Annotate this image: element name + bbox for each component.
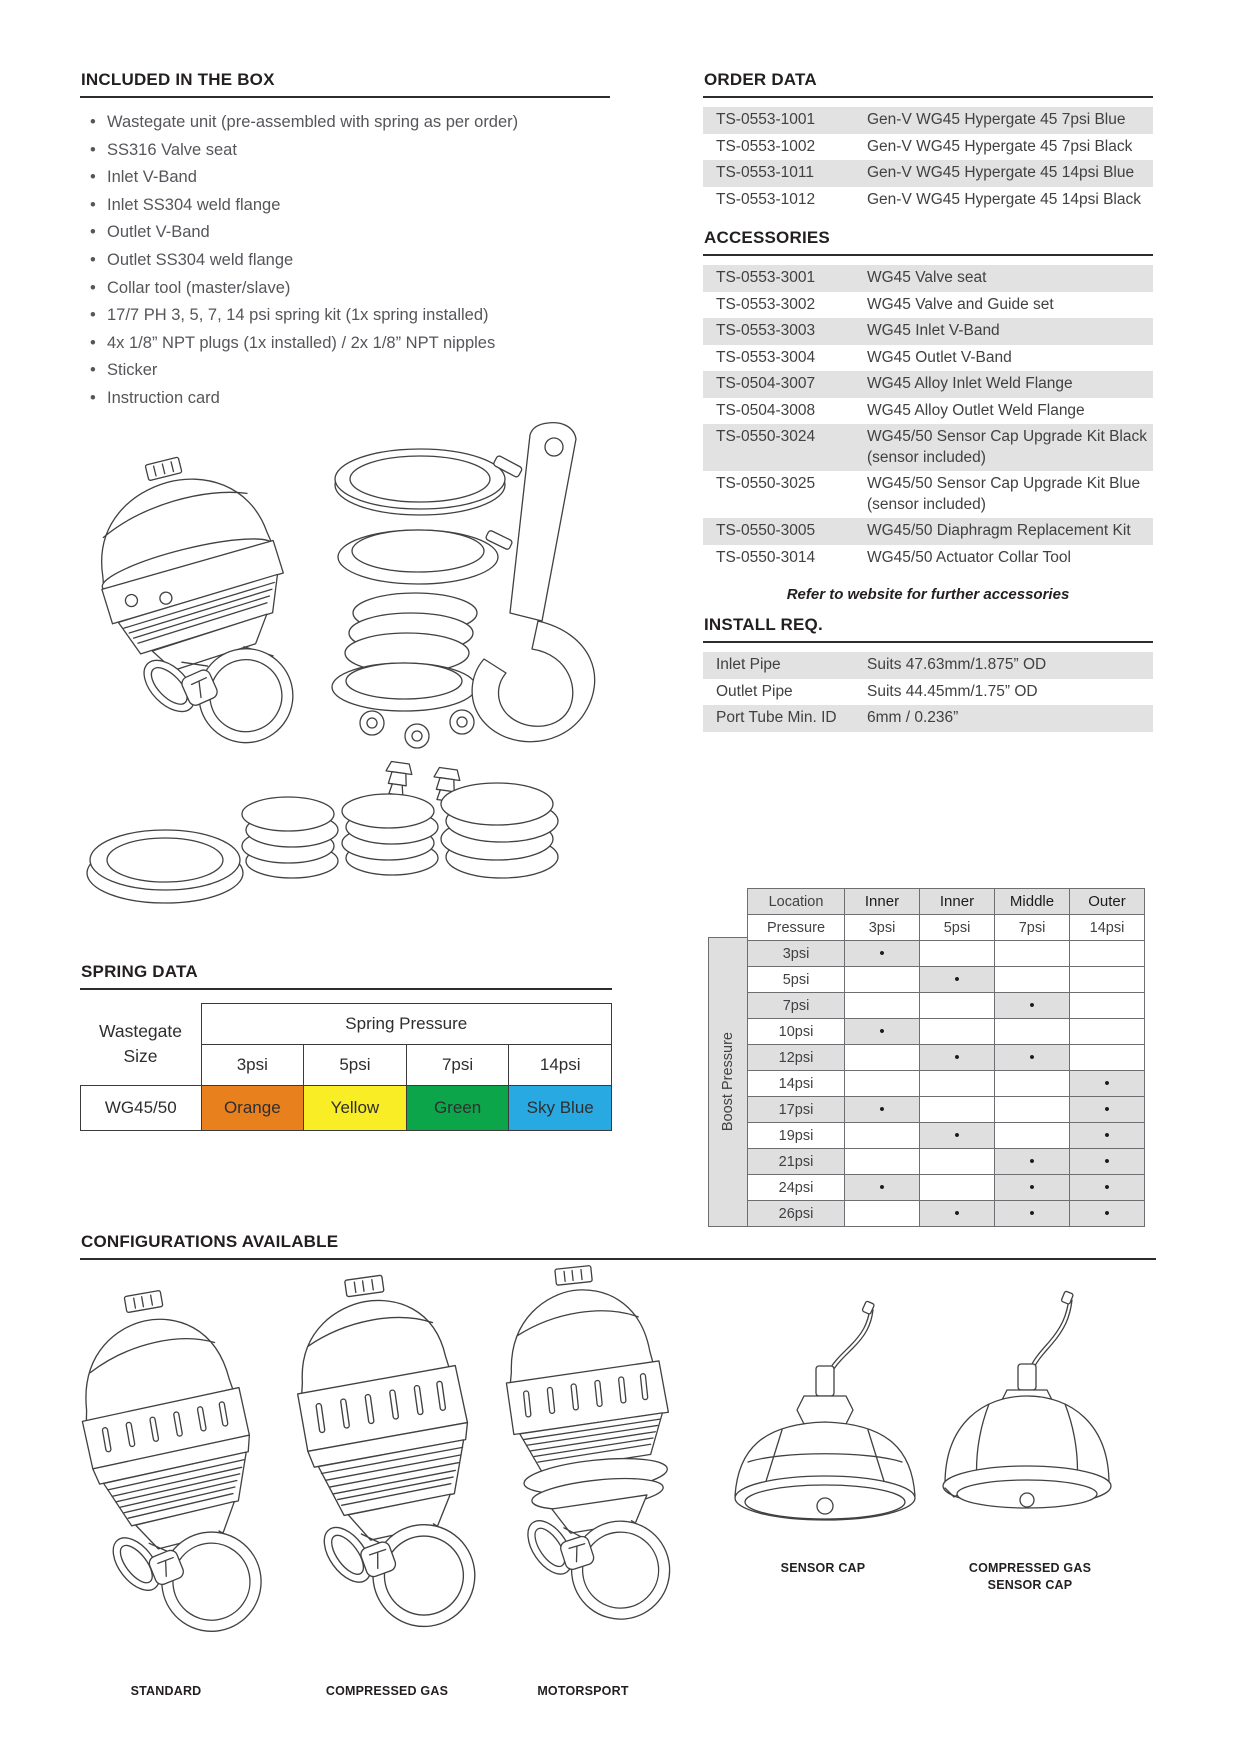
caption-standard: STANDARD <box>130 1684 202 1698</box>
list-item-text: Instruction card <box>107 388 220 407</box>
matrix-row: 26psi • • • <box>748 1201 1145 1227</box>
list-item-text: Inlet SS304 weld flange <box>107 195 281 214</box>
spring-color-cell-green: Green <box>406 1086 509 1131</box>
list-item-text: 4x 1/8” NPT plugs (1x installed) / 2x 1/8” NPT nipples <box>107 333 496 352</box>
list-item <box>80 109 610 137</box>
compressed-gas-sensor-cap-illustration <box>905 1288 1150 1553</box>
matrix-row: 21psi • • <box>748 1149 1145 1175</box>
list-item <box>80 137 610 165</box>
matrix-row: 5psi • <box>748 967 1145 993</box>
list-item-text: Inlet V-Band <box>107 168 197 187</box>
part-number: TS-0550-3005 <box>716 522 816 539</box>
part-number: TS-0550-3025 <box>716 475 816 492</box>
matrix-header-pressure: Pressure 3psi 5psi 7psi 14psi <box>748 915 1145 941</box>
table-row <box>703 424 1153 471</box>
part-description: WG45/50 Sensor Cap Upgrade Kit Black (sensor included) <box>867 428 1147 466</box>
install-req-title: INSTALL REQ. <box>703 615 1153 643</box>
part-number: TS-0504-3007 <box>716 375 816 392</box>
spec-value: Suits 47.63mm/1.875” OD <box>867 656 1047 673</box>
spring-data-table <box>80 1003 612 1131</box>
matrix-row: 19psi • • <box>748 1123 1145 1149</box>
order-data-table <box>703 107 1153 213</box>
part-description: WG45 Alloy Outlet Weld Flange <box>867 401 1085 419</box>
matrix-row: 17psi • • <box>748 1097 1145 1123</box>
psi-column-header: 14psi <box>509 1045 612 1086</box>
list-item-text: 17/7 PH 3, 5, 7, 14 psi spring kit (1x spring installed) <box>107 306 489 325</box>
exploded-parts-illustration <box>70 405 615 950</box>
table-row <box>703 345 1153 372</box>
spring-data-section <box>80 962 612 1131</box>
table-row <box>703 705 1153 732</box>
psi-column-header: 5psi <box>304 1045 407 1086</box>
list-item-text: Outlet SS304 weld flange <box>107 250 294 269</box>
part-number: TS-0504-3008 <box>716 401 816 419</box>
accessories-table <box>703 265 1153 571</box>
list-item <box>80 275 610 303</box>
table-row <box>703 318 1153 345</box>
configurations-section <box>80 1232 1156 1260</box>
list-item <box>80 192 610 220</box>
part-description: WG45/50 Sensor Cap Upgrade Kit Blue (sensor included) <box>867 475 1141 513</box>
part-description: WG45 Inlet V-Band <box>867 322 1000 339</box>
list-item <box>80 247 610 275</box>
wastegate-size-header: Wastegate Size <box>98 1021 182 1067</box>
spring-color-cell-orange: Orange <box>201 1086 304 1131</box>
list-item-text: SS316 Valve seat <box>107 140 237 159</box>
accessories-note: Refer to website for further accessories <box>786 586 1070 603</box>
list-item <box>80 164 610 192</box>
table-row <box>703 545 1153 572</box>
motorsport-wastegate-illustration <box>495 1258 690 1673</box>
part-number: TS-0553-3001 <box>716 269 816 286</box>
part-number: TS-0553-3004 <box>716 348 816 366</box>
table-row <box>703 518 1153 545</box>
psi-column-header: 7psi <box>406 1045 509 1086</box>
part-description: Gen-V WG45 Hypergate 45 14psi Blue <box>867 164 1135 181</box>
table-row <box>703 652 1153 679</box>
part-number: TS-0553-1012 <box>716 190 816 208</box>
spring-data-title: SPRING DATA <box>80 962 612 990</box>
spring-color-cell-yellow: Yellow <box>304 1086 407 1131</box>
list-item <box>80 219 610 247</box>
part-description: Gen-V WG45 Hypergate 45 7psi Blue <box>867 111 1126 128</box>
order-info-column <box>703 70 1153 732</box>
matrix-row: 24psi • • • <box>748 1175 1145 1201</box>
list-item <box>80 357 610 385</box>
part-description: Gen-V WG45 Hypergate 45 7psi Black <box>867 137 1133 155</box>
matrix-row: 7psi • <box>748 993 1145 1019</box>
list-item-text: Collar tool (master/slave) <box>107 278 291 297</box>
spring-combination-table <box>747 888 1145 1227</box>
part-number: TS-0553-1001 <box>716 111 816 128</box>
list-item <box>80 302 610 330</box>
matrix-header-location: Location Inner Inner Middle Outer <box>748 889 1145 915</box>
table-row <box>703 679 1153 706</box>
matrix-row: 3psi • <box>748 941 1145 967</box>
spring-color-cell-skyblue: Sky Blue <box>509 1086 612 1131</box>
matrix-row: 10psi • <box>748 1019 1145 1045</box>
install-req-table <box>703 652 1153 732</box>
psi-column-header: 3psi <box>201 1045 304 1086</box>
list-item-text: Wastegate unit (pre-assembled with spring as per order) <box>107 113 519 131</box>
boost-pressure-axis-label: Boost Pressure <box>708 937 747 1227</box>
part-description: WG45/50 Actuator Collar Tool <box>867 548 1071 566</box>
boost-pressure-matrix <box>708 888 1145 1227</box>
part-description: WG45/50 Diaphragm Replacement Kit <box>867 522 1131 539</box>
part-number: TS-0553-3003 <box>716 322 816 339</box>
spec-label: Outlet Pipe <box>716 682 793 700</box>
compressed-gas-wastegate-illustration <box>283 1272 493 1672</box>
table-row <box>703 292 1153 319</box>
part-description: WG45 Valve and Guide set <box>867 295 1054 313</box>
spec-label: Port Tube Min. ID <box>716 709 837 726</box>
part-number: TS-0550-3014 <box>716 548 816 566</box>
part-description: WG45 Alloy Inlet Weld Flange <box>867 375 1073 392</box>
part-description: Gen-V WG45 Hypergate 45 14psi Black <box>867 190 1141 208</box>
spec-value: Suits 44.45mm/1.75” OD <box>867 682 1038 700</box>
table-row <box>703 471 1153 518</box>
table-row <box>703 371 1153 398</box>
part-number: TS-0550-3024 <box>716 428 816 445</box>
configurations-title: CONFIGURATIONS AVAILABLE <box>80 1232 1156 1260</box>
spring-table-group-row <box>81 1004 612 1045</box>
spec-label: Inlet Pipe <box>716 656 781 673</box>
standard-wastegate-illustration <box>70 1285 275 1675</box>
accessories-title: ACCESSORIES <box>703 228 1153 256</box>
table-row <box>703 107 1153 134</box>
matrix-row: 12psi • • <box>748 1045 1145 1071</box>
part-number: TS-0553-1002 <box>716 137 816 155</box>
table-row <box>703 187 1153 214</box>
spring-pressure-header: Spring Pressure <box>201 1004 612 1045</box>
matrix-row: 14psi • <box>748 1071 1145 1097</box>
caption-motorsport: MOTORSPORT <box>537 1684 629 1698</box>
wastegate-size-value: WG45/50 <box>81 1086 202 1131</box>
exploded-parts-drawing <box>70 405 615 950</box>
caption-compressed-gas-sensor-cap: COMPRESSED GAS SENSOR CAP <box>968 1561 1092 1592</box>
caption-compressed-gas: COMPRESSED GAS <box>325 1684 449 1698</box>
table-row <box>703 398 1153 425</box>
spring-table-color-row <box>81 1086 612 1131</box>
table-row <box>703 134 1153 161</box>
order-data-title: ORDER DATA <box>703 70 1153 98</box>
caption-sensor-cap: SENSOR CAP <box>780 1561 866 1575</box>
included-title: INCLUDED IN THE BOX <box>80 70 610 98</box>
table-row <box>703 265 1153 292</box>
spec-value: 6mm / 0.236” <box>867 709 959 726</box>
list-item-text: Outlet V-Band <box>107 223 210 242</box>
included-list <box>80 109 610 413</box>
part-description: WG45 Outlet V-Band <box>867 348 1012 366</box>
table-row <box>703 160 1153 187</box>
list-item <box>80 330 610 358</box>
included-in-the-box-section <box>80 70 610 413</box>
part-number: TS-0553-3002 <box>716 295 816 313</box>
part-number: TS-0553-1011 <box>716 164 814 181</box>
list-item-text: Sticker <box>107 361 158 380</box>
part-description: WG45 Valve seat <box>867 269 987 286</box>
